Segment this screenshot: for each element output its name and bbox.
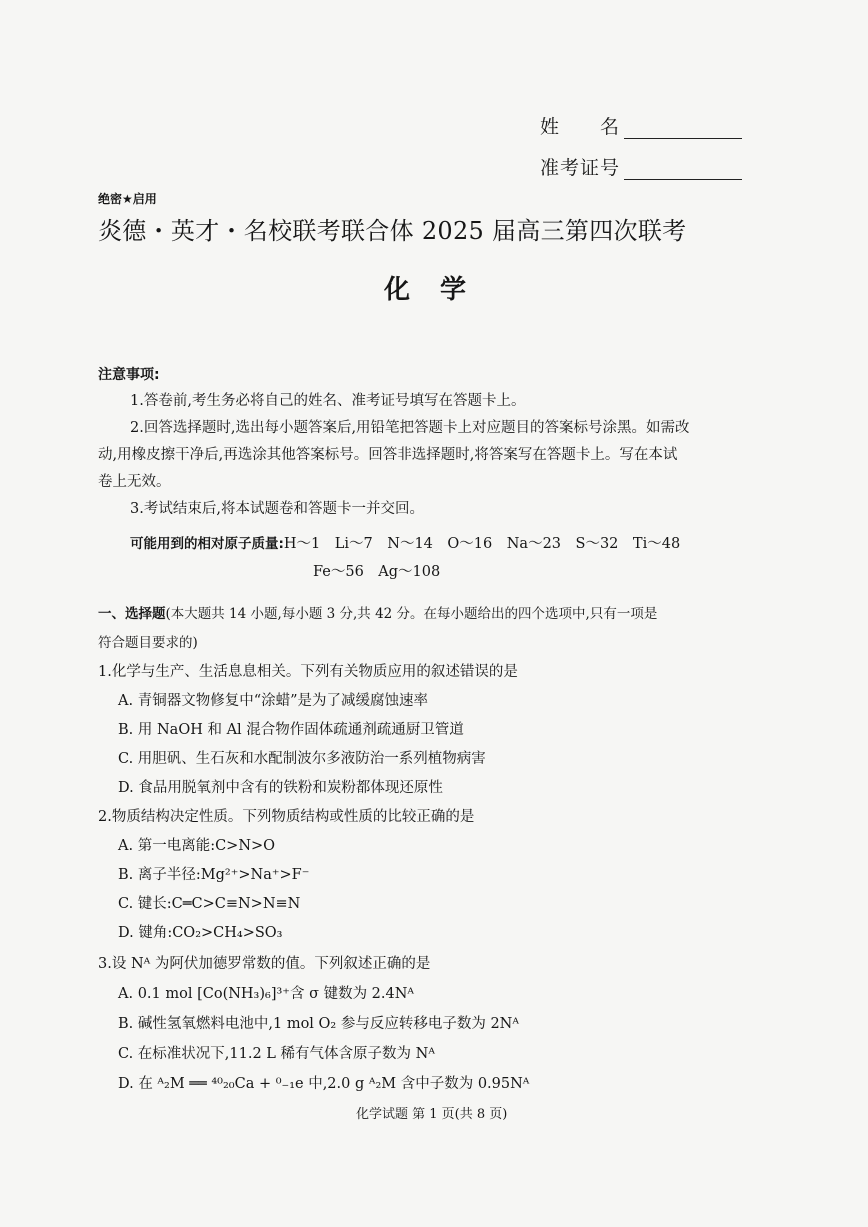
question-2-option-a: A. 第一电离能:C>N>O [118,838,276,854]
question-3-option-a: A. 0.1 mol [Co(NH₃)₆]³⁺含 σ 键数为 2.4Nᴬ [118,986,415,1002]
notice-item-2-line-2: 动,用橡皮擦干净后,再选涂其他答案标号。回答非选择题时,将答案写在答题卡上。写在本试 [98,447,678,463]
ticket-label: 准考证号 [540,157,621,179]
question-2-option-d: D. 键角:CO₂>CH₄>SO₃ [118,925,283,941]
section-1-desc-2: 符合题目要求的) [98,635,198,651]
question-3-option-c: C. 在标准状况下,11.2 L 稀有气体含原子数为 Nᴬ [118,1046,435,1062]
question-1-option-b: B. 用 NaOH 和 Al 混合物作固体疏通剂疏通厨卫管道 [118,722,464,738]
question-1-option-d: D. 食品用脱氧剂中含有的铁粉和炭粉都体现还原性 [118,780,443,796]
section-1-desc-1: (本大题共 14 小题,每小题 3 分,共 42 分。在每小题给出的四个选项中,只有一项是 [165,606,658,622]
ticket-blank-line [624,159,742,180]
notice-item-3: 3.考试结束后,将本试题卷和答题卡一并交回。 [130,501,424,517]
secret-mark: 绝密★启用 [98,192,157,206]
question-3-stem: 3.设 Nᴬ 为阿伏加德罗常数的值。下列叙述正确的是 [98,956,431,972]
notice-heading: 注意事项: [98,367,160,383]
question-2-option-c: C. 键长:C═C>C≡N>N≡N [118,896,301,912]
ticket-field [540,153,742,180]
subject-title: 化学 [384,275,497,305]
name-field [540,112,742,139]
question-3-option-b: B. 碱性氢氧燃料电池中,1 mol O₂ 参与反应转移电子数为 2Nᴬ [118,1016,519,1032]
atomic-mass-values-2: Fe～56 Ag～108 [313,564,441,580]
section-1-heading: 一、选择题 [98,606,166,622]
question-3-option-d: D. 在 ᴬ₂M ══ ⁴⁰₂₀Ca + ⁰₋₁e 中,2.0 g ᴬ₂M 含中子数为 0.95Nᴬ [118,1076,530,1092]
name-blank-line [624,118,742,139]
page-footer: 化学试题 第 1 页(共 8 页) [356,1107,508,1122]
notice-item-1: 1.答卷前,考生务必将自己的姓名、准考证号填写在答题卡上。 [130,393,526,409]
question-1-stem: 1.化学与生产、生活息息相关。下列有关物质应用的叙述错误的是 [98,664,518,680]
question-1-option-a: A. 青铜器文物修复中“涂蜡”是为了减缓腐蚀速率 [118,693,429,709]
atomic-mass-line-1 [130,532,680,553]
section-1-intro [98,602,657,622]
atomic-mass-values-1: H～1 Li～7 N～14 O～16 Na～23 S～32 Ti～48 [283,536,681,552]
notice-item-2-line-3: 卷上无效。 [98,474,171,490]
notice-item-2-line-1: 2.回答选择题时,选出每小题答案后,用铅笔把答题卡上对应题目的答案标号涂黑。如需改 [130,420,690,436]
question-2-stem: 2.物质结构决定性质。下列物质结构或性质的比较正确的是 [98,809,475,825]
exam-title: 炎德・英才・名校联考联合体 2025 届高三第四次联考 [98,217,687,245]
name-label: 姓 名 [540,116,621,138]
question-2-option-b: B. 离子半径:Mg²⁺>Na⁺>F⁻ [118,867,310,883]
atomic-mass-label: 可能用到的相对原子质量: [130,536,284,552]
question-1-option-c: C. 用胆矾、生石灰和水配制波尔多液防治一系列植物病害 [118,751,486,767]
